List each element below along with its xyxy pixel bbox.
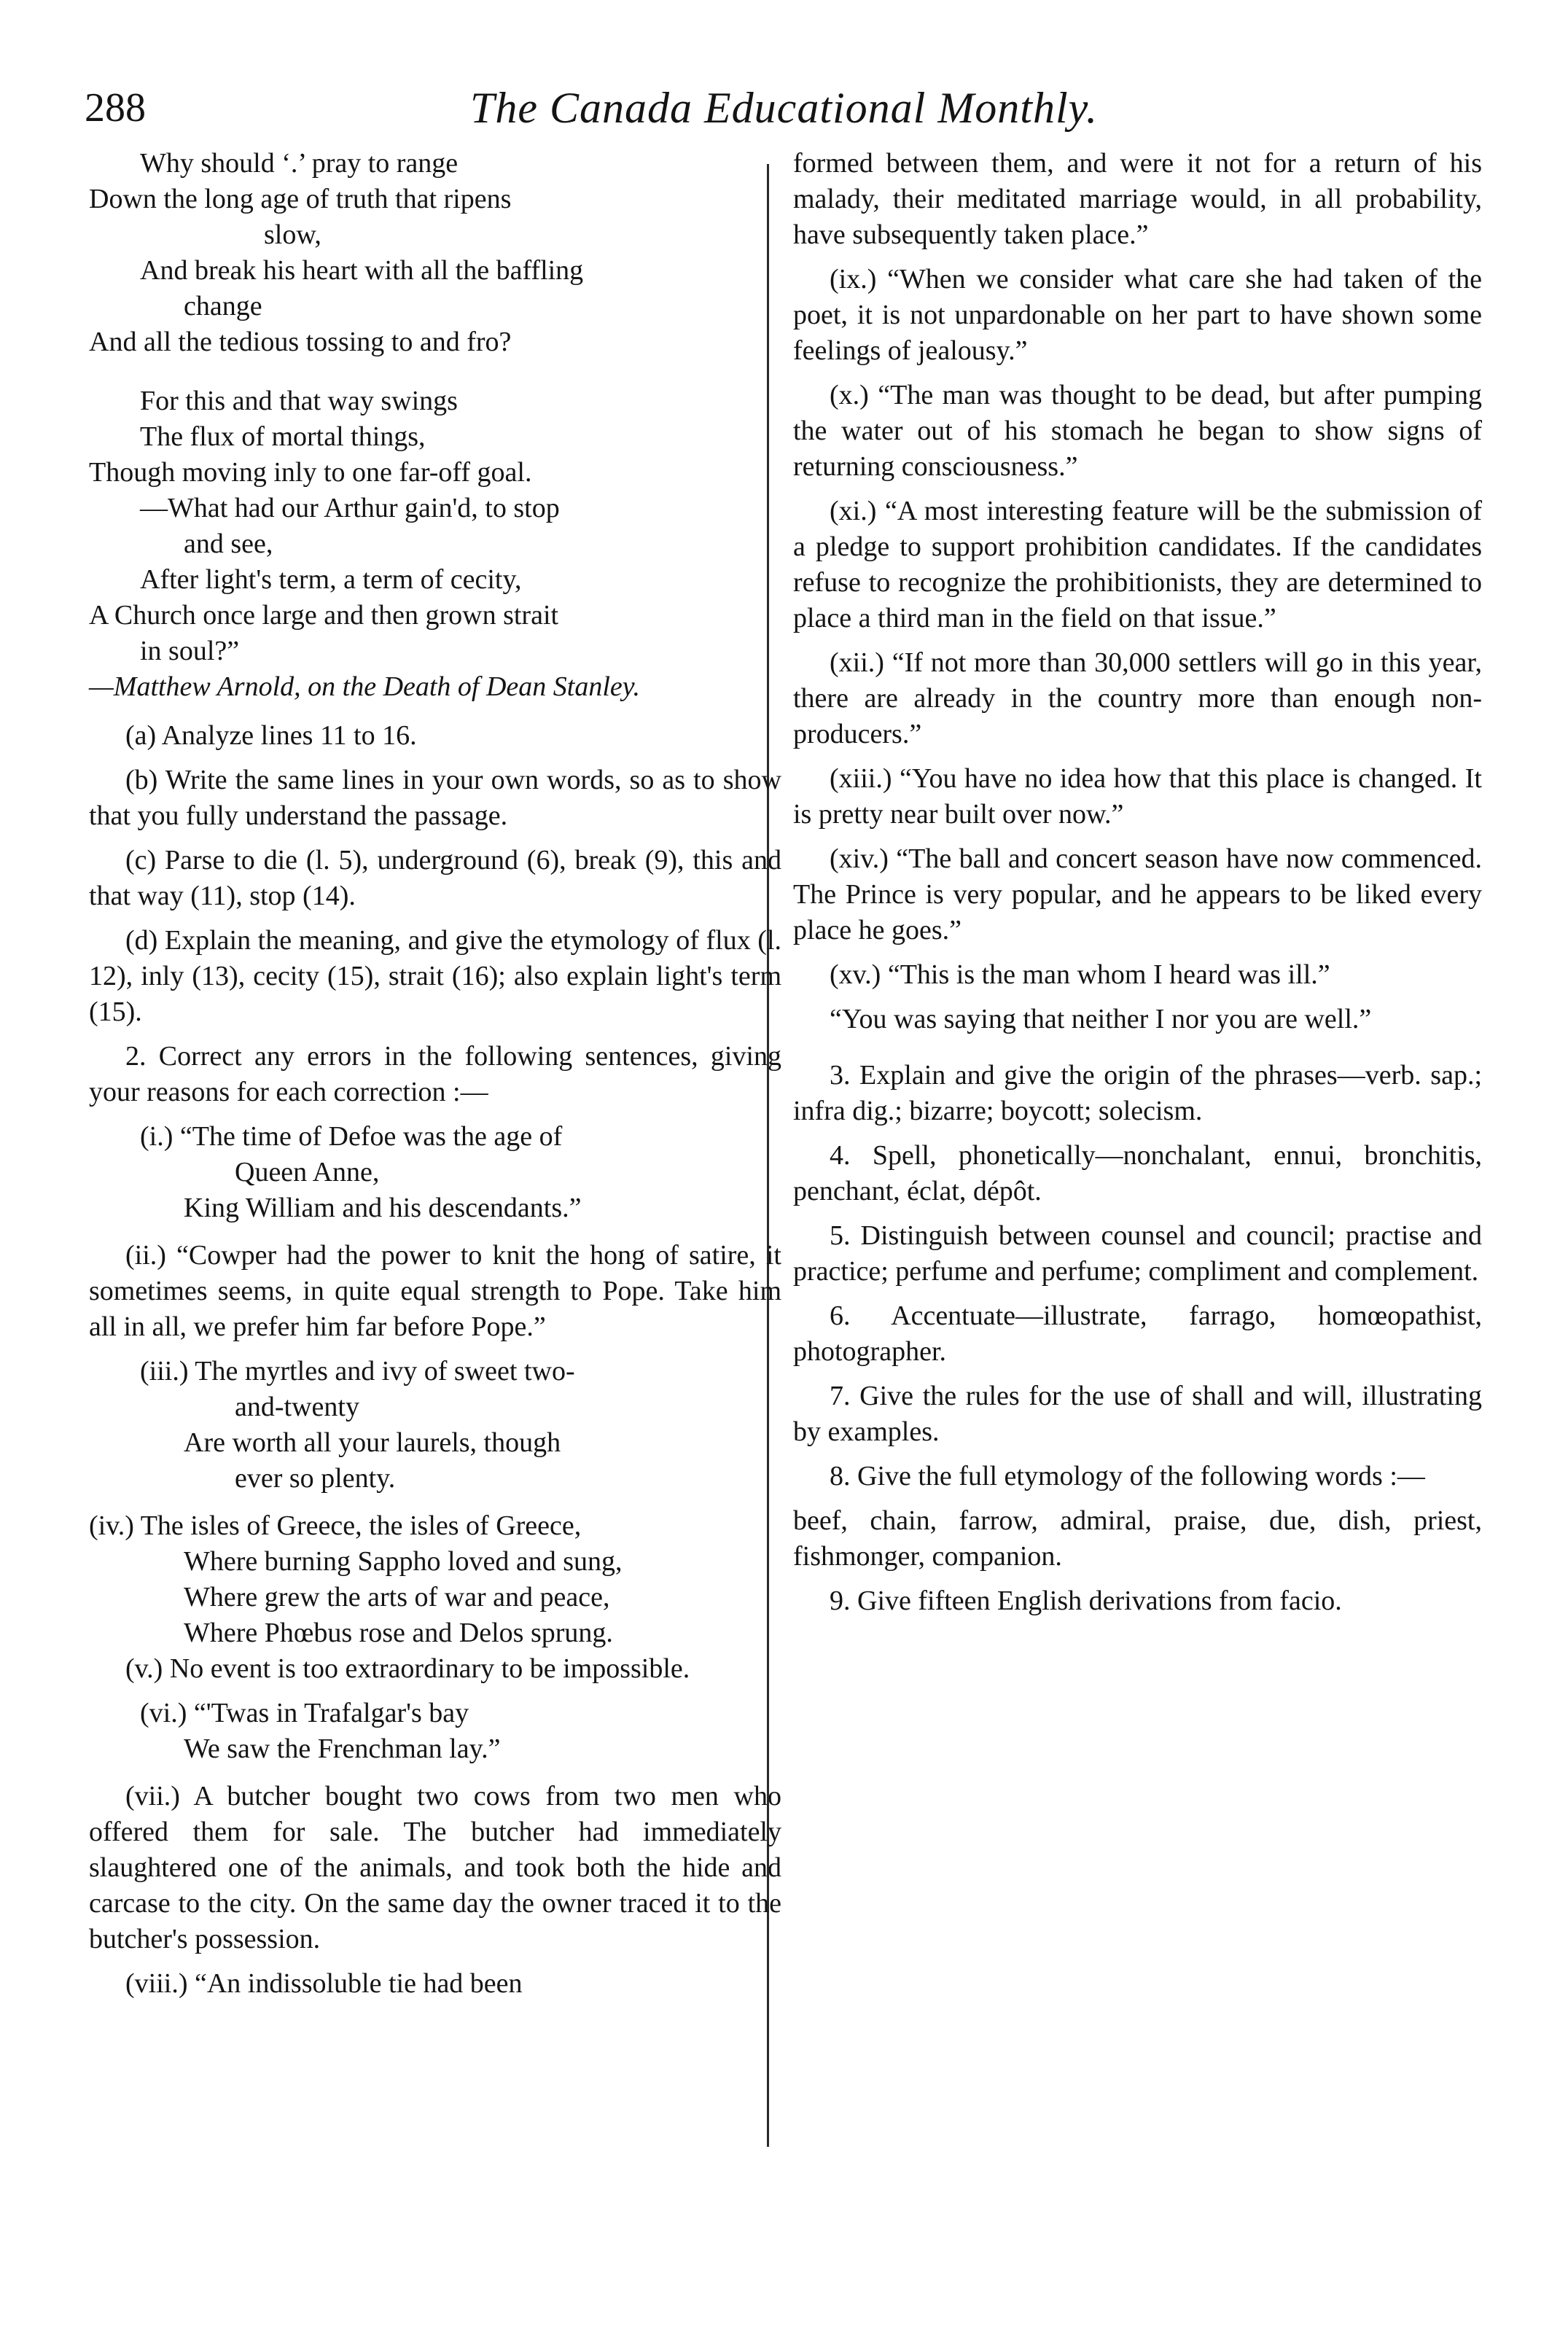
sentence-item: (xiii.) “You have no idea how that this place is changed. It is pretty near built over now.” bbox=[793, 763, 1482, 830]
sentence-line: We saw the Frenchman lay.” bbox=[184, 1733, 501, 1764]
question-item: (a) Analyze lines 11 to 16. bbox=[125, 720, 417, 751]
sentence-line: (i.) “The time of Defoe was the age of bbox=[140, 1121, 563, 1152]
sentence-line: and-twenty bbox=[235, 1392, 359, 1422]
question-item: 8. Give the full etymology of the following words :— bbox=[830, 1461, 1425, 1491]
sentence-item: (viii.) “An indissoluble tie had been bbox=[125, 1968, 523, 1999]
poem-line: The flux of mortal things, bbox=[140, 421, 426, 452]
question-item: 7. Give the rules for the use of shall and will, illustrating by examples. bbox=[793, 1381, 1482, 1447]
poem-line: Down the long age of truth that ripens bbox=[89, 184, 512, 214]
sentence-item: (xiv.) “The ball and concert season have now commenced. The Prince is very popular, and he appears to be liked every place he goes.” bbox=[793, 843, 1482, 945]
sentence-item: (ii.) “Cowper had the power to knit the hong of satire, it sometimes seems, in quite equal strength to Pope. Take him all in all, we prefer him far before Pope.” bbox=[89, 1240, 781, 1342]
sentence-item: (vii.) A butcher bought two cows from two men who offered them for sale. The butcher had immediately slaughtered one of the animals, and took both the hide and carcase to the city. On the same day the owner traced it to the butcher's possession. bbox=[89, 1781, 781, 1954]
question-item: 9. Give fifteen English derivations from facio. bbox=[830, 1586, 1342, 1616]
poem-line: slow, bbox=[264, 219, 321, 250]
running-title: The Canada Educational Monthly. bbox=[470, 84, 1098, 132]
poem-line: and see, bbox=[184, 529, 273, 559]
poem-line: And all the tedious tossing to and fro? bbox=[89, 327, 512, 357]
poem-line: —What had our Arthur gain'd, to stop bbox=[140, 493, 560, 523]
sentence-line: (iii.) The myrtles and ivy of sweet two- bbox=[140, 1356, 575, 1387]
left-column bbox=[89, 146, 781, 2011]
sentence-line: Are worth all your laurels, though bbox=[184, 1427, 561, 1458]
question-item: 3. Explain and give the origin of the phrases—verb. sap.; infra dig.; bizarre; boycott; solecism. bbox=[793, 1060, 1482, 1126]
sentence-line: Where Phœbus rose and Delos sprung. bbox=[184, 1618, 613, 1648]
sentence-line: ever so plenty. bbox=[235, 1463, 396, 1494]
sentence-item: “You was saying that neither I nor you are well.” bbox=[830, 1004, 1372, 1034]
page-number: 288 bbox=[85, 85, 146, 130]
sentence-item: formed between them, and were it not for a return of his malady, their meditated marriage would, in all probability, have subsequently taken place.” bbox=[793, 148, 1482, 250]
right-column bbox=[793, 146, 1482, 1628]
poem-line: change bbox=[184, 291, 262, 321]
poem-line: Why should ‘.’ pray to range bbox=[140, 148, 459, 179]
sentence-item: (x.) “The man was thought to be dead, but after pumping the water out of his stomach he began to show signs of returning consciousness.” bbox=[793, 380, 1482, 482]
sentence-line: (vi.) “'Twas in Trafalgar's bay bbox=[140, 1698, 469, 1728]
word-list: beef, chain, farrow, admiral, praise, due, dish, priest, fishmonger, companion. bbox=[793, 1505, 1482, 1572]
poem-line: After light's term, a term of cecity, bbox=[140, 564, 522, 595]
page-header bbox=[0, 79, 1568, 137]
question-item: 4. Spell, phonetically—nonchalant, ennui, bronchitis, penchant, éclat, dépôt. bbox=[793, 1140, 1482, 1206]
question-item: (d) Explain the meaning, and give the etymology of flux (l. 12), inly (13), cecity (15), strait (16); also explain light's term (15). bbox=[89, 925, 781, 1027]
question-item: 5. Distinguish between counsel and council; practise and practice; perfume and perfume; compliment and complement. bbox=[793, 1220, 1482, 1287]
poem-attribution: —Matthew Arnold, on the Death of Dean Stanley. bbox=[89, 671, 641, 702]
question-item: 2. Correct any errors in the following sentences, giving your reasons for each correction :— bbox=[89, 1041, 781, 1107]
sentence-line: Queen Anne, bbox=[235, 1157, 380, 1187]
sentence-line: (iv.) The isles of Greece, the isles of Greece, bbox=[89, 1510, 582, 1541]
poem-line: For this and that way swings bbox=[140, 386, 458, 416]
poem-line: And break his heart with all the baffling bbox=[140, 255, 584, 286]
question-item: (b) Write the same lines in your own words, so as to show that you fully understand the passage. bbox=[89, 765, 781, 831]
sentence-item: (xi.) “A most interesting feature will be the submission of a pledge to support prohibition candidates. If the candidates refuse to recognize the prohibitionists, they are determined to place a third man in the field on that issue.” bbox=[793, 496, 1482, 633]
sentence-line: Where burning Sappho loved and sung, bbox=[184, 1546, 623, 1577]
question-item: 6. Accentuate—illustrate, farrago, homœopathist, photographer. bbox=[793, 1300, 1482, 1367]
sentence-line: King William and his descendants.” bbox=[184, 1193, 582, 1223]
sentence-item: (xii.) “If not more than 30,000 settlers will go in this year, there are already in the country more than enough non-producers.” bbox=[793, 647, 1482, 749]
sentence-line: Where grew the arts of war and peace, bbox=[184, 1582, 610, 1612]
sentence-item: (v.) No event is too extraordinary to be impossible. bbox=[125, 1653, 690, 1684]
poem-line: Though moving inly to one far-off goal. bbox=[89, 457, 532, 488]
poem-line: in soul?” bbox=[140, 636, 240, 666]
question-item: (c) Parse to die (l. 5), underground (6), break (9), this and that way (11), stop (14). bbox=[89, 845, 781, 911]
sentence-item: (xv.) “This is the man whom I heard was ill.” bbox=[830, 959, 1330, 990]
sentence-item: (ix.) “When we consider what care she had taken of the poet, it is not unpardonable on her part to have shown some feelings of jealousy.” bbox=[793, 264, 1482, 366]
poem-line: A Church once large and then grown strait bbox=[89, 600, 559, 631]
